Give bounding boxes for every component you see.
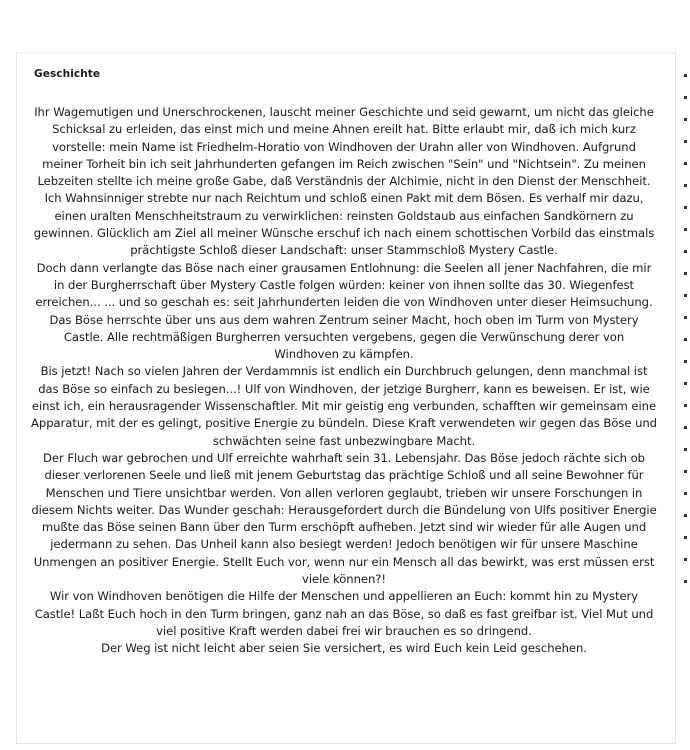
bullet-mark: [684, 272, 687, 275]
bullet-mark: [684, 426, 687, 429]
bullet-mark: [684, 382, 687, 385]
section-heading: Geschichte: [34, 68, 101, 80]
bullet-mark: [684, 448, 687, 451]
story-paragraph-appeal: Wir von Windhoven benötigen die Hilfe der Menschen und appellieren an Euch: kommt hin zu Mystery Castle! Laßt Euch hoch in den Turm bringen, ganz nah an das Böse, so daß es fast greifbar ist. Viel Mut und viel positive Kraft werden dabei frei wir brauchen es so dringend.: [34, 589, 654, 638]
bullet-mark: [684, 184, 687, 187]
side-bullet-column: [684, 74, 690, 602]
bullet-mark: [684, 360, 687, 363]
bullet-mark: [684, 140, 687, 143]
story-paragraph-breakthrough: Bis jetzt! Nach so vielen Jahren der Verdammnis ist endlich ein Durchbruch gelungen, denn manchmal ist das Böse so einfach zu besiegen...! Ulf von Windhoven, der jetzige Burgherr, kann es beweisen. Er ist, wie einst ich, ein herausragender Wissenschaftler. Mit mir geistig eng verbunden, schafften wir gemeinsam eine Apparatur, mit der es gelingt, positive Energie zu bündeln. Diese Kraft verwendeten wir gegen das Böse und schwächten seine fast unbezwingbare Macht.: [31, 364, 657, 448]
bullet-mark: [684, 118, 687, 121]
bullet-mark: [684, 558, 687, 561]
story-paragraph-closing: Der Weg ist nicht leicht aber seien Sie versichert, es wird Euch kein Leid geschehen.: [101, 641, 587, 656]
bullet-mark: [684, 404, 687, 407]
story-paragraph-curse: Doch dann verlangte das Böse nach einer grausamen Entlohnung: die Seelen all jener Nachfahren, die mir in der Burgherrschaft über Mystery Castle folgen würden: keiner von ihnen sollte das 30. Wiegenfest erreichen... ... und so geschah es: seit Jahrhunderten leiden die von Windhoven unter dieser Heimsuchung. Das Böse herrschte über uns aus dem wahren Zentrum seiner Macht, hoch oben im Turm von Mystery Castle. Alle rechtmäßigen Burgherren versuchten vergebens, gegen die Verwünschung derer von Windhoven zu kämpfen.: [35, 260, 653, 362]
bullet-mark: [684, 580, 687, 583]
story-paragraph-invisibility: Der Fluch war gebrochen und Ulf erreichte wahrhaft sein 31. Lebensjahr. Das Böse jedoch rächte sich ob dieser verlorenen Seele und ließ mit jenem Geburtstag das prächtige Schloß und all seine Bewohner für Menschen und Tiere unsichtbar werden. Von allen verloren geglaubt, trieben wir unsere Forschungen in diesem Nichts weiter. Das Wunder geschah: Herausgefordert durch die Bündelung von Ulfs positiver Energie mußte das Böse seinen Bann über den Turm erschöpft aufheben. Jetzt sind wir wieder für alle Augen und jedermann zu sehen. Das Unheil kann also besiegt werden! Jedoch benötigen wir für unsere Maschine Unmengen an positiver Energie. Stellt Euch vor, wenn nur ein Mensch all das bewirkt, was erst müssen erst viele können?!: [31, 450, 657, 587]
bullet-mark: [684, 536, 687, 539]
bullet-mark: [684, 206, 687, 209]
bullet-mark: [684, 492, 687, 495]
bullet-mark: [684, 228, 687, 231]
bullet-mark: [684, 514, 687, 517]
story-paragraph-intro: Ihr Wagemutigen und Unerschrockenen, lauscht meiner Geschichte und seid gewarnt, um nicht das gleiche Schicksal zu erleiden, das einst mich und meine Ahnen ereilt hat. Bitte erlaubt mir, daß ich mich kurz vorstelle: mein Name ist Friedhelm-Horatio von Windhoven der Urahn aller von Windhoven. Aufgrund meiner Torheit bin ich seit Jahrhunderten gefangen im Reich zwischen "Sein" und "Nichtsein". Zu meinen Lebzeiten stellte ich meine große Gabe, daß Verständnis der Alchimie, nicht in den Dienst der Menschheit. Ich Wahnsinniger strebte nur nach Reichtum und schloß einen Pakt mit dem Bösen. Es verhalf mir dazu, einen uralten Menschheitstraum zu verwirklichen: reinsten Goldstaub aus einfachen Sandkörnern zu gewinnen. Glücklich am Ziel all meiner Wünsche erschuf ich nach einem schottischen Vorbild das einstmals prächtigste Schloß dieser Landschaft: unser Stammschloß Mystery Castle.: [33, 105, 655, 258]
bullet-mark: [684, 470, 687, 473]
story-text: [30, 104, 658, 658]
bullet-mark: [684, 338, 687, 341]
bullet-mark: [684, 74, 687, 77]
bullet-mark: [684, 294, 687, 297]
bullet-mark: [684, 96, 687, 99]
bullet-mark: [684, 162, 687, 165]
bullet-mark: [684, 250, 687, 253]
bullet-mark: [684, 316, 687, 319]
